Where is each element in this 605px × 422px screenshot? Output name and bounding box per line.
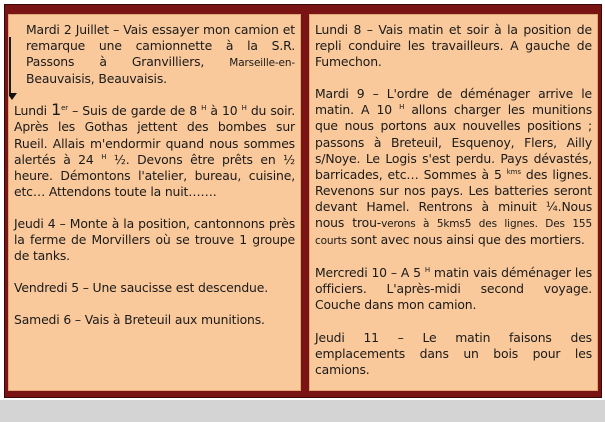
bottom-strip	[0, 400, 605, 422]
right-column	[309, 14, 598, 391]
entry-mardi-9: Mardi 9 – L'ordre de déménager arrive le matin. A 10 $^H$ allons charger les munitions que nous portons aux nouvelles positions ; passons à Breteuil, Esquenoy, Flers, Ailly s/Noye. Le Logis s'est perdu. Pays dévastés, barricades, etc… Sommes à 5 $^{kms}$ des lignes. Revenons sur nos pays. Les batteries seront devant Hamel. Rentrons à minuit ¼.Nous nous trou-verons à 5kms5 des lignes. Des 155 courts sont avec nous ainsi que des mortiers.	[315, 86, 592, 248]
diary-frame	[4, 4, 602, 398]
entry-vendredi-5: Vendredi 5 – Une saucisse est descendue.	[14, 280, 269, 296]
entry-jeudi-11: Jeudi 11 – Le matin faisons des emplacements dans un bois pour les camions.	[315, 329, 592, 377]
entry-lundi-1er: Lundi 1er – Suis de garde de 8 $^H$ à 10 $^H$ du soir. Après les Gothas jettent des bombes sur Rueil. Allais m'endormir quand nous sommes alertés à 24 $^H$ ½. Devons être prêts en ½ heure. Démontons l'atelier, bureau, cuisine, etc… Attendons toute la nuit…….	[14, 100, 295, 199]
entry-jeudi-4: Jeudi 4 – Monte à la position, cantonnons près la ferme de Morvillers où se trouve 1 groupe de tanks.	[14, 215, 295, 264]
triangle-marker-icon	[8, 93, 17, 100]
entry-mercredi-10: Mercredi 10 – A 5 $^H$ matin vais déménager les officiers. L'après-midi second voyage. Couche dans mon camion.	[315, 265, 592, 313]
entry-mardi-2-juillet: Mardi 2 Juillet – Vais essayer mon camion et remarque une camionnette à la S.R. Passons à Granvilliers, Marseille-en-Beauvaisis, Beauvaisis.	[26, 22, 295, 87]
margin-line	[9, 37, 11, 95]
entry-samedi-6: Samedi 6 – Vais à Breteuil aux munitions.	[14, 312, 265, 328]
entry-lundi-8: Lundi 8 – Vais matin et soir à la position de repli conduire les travailleurs. A gauche de Fumechon.	[315, 22, 592, 70]
left-column	[8, 14, 301, 391]
